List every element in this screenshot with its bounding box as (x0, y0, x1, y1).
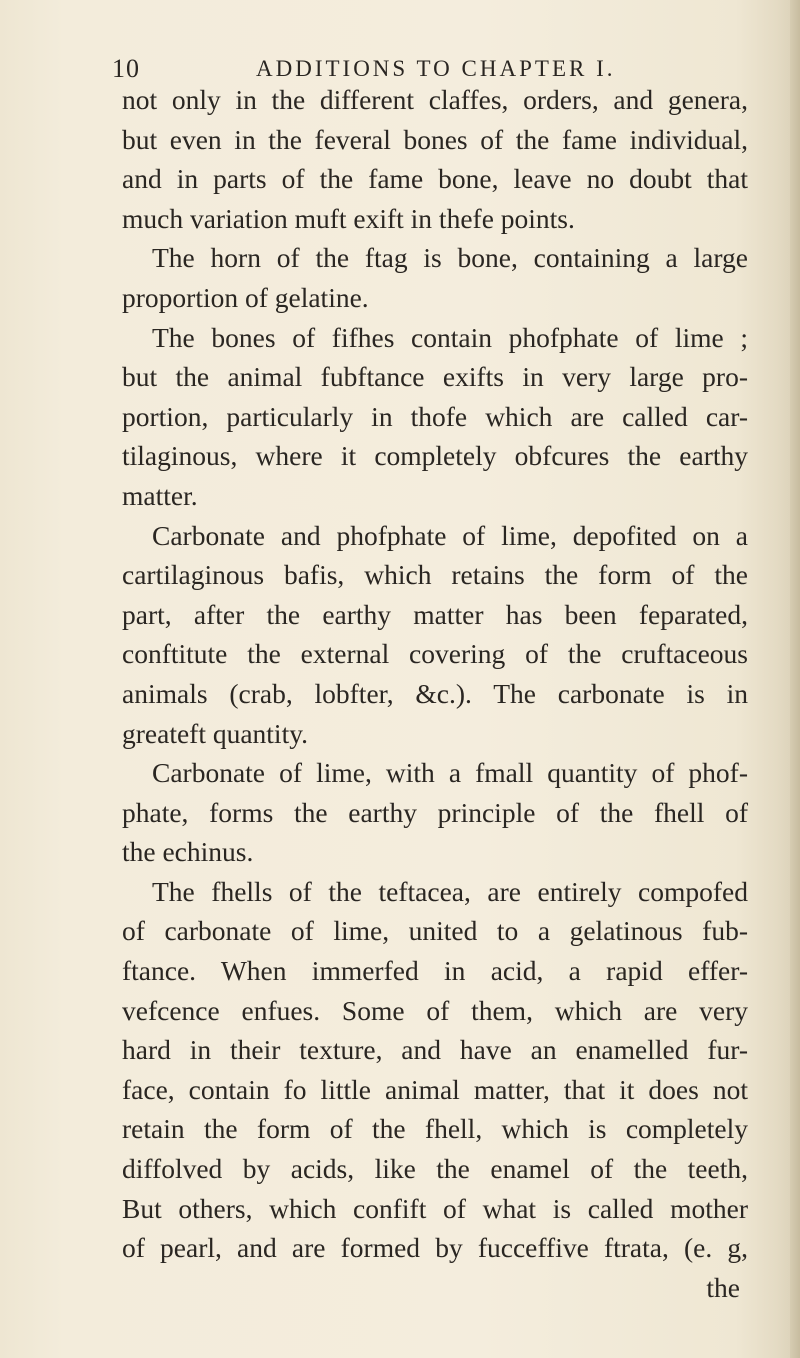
text-line: conftitute the external covering of the cruftaceous (122, 638, 748, 670)
text-line: proportion of gelatine. (122, 281, 369, 313)
text-line: diffolved by acids, like the enamel of the teeth, (122, 1153, 748, 1185)
text-line: cartilaginous bafis, which retains the form of the (122, 559, 748, 591)
text-line: tilaginous, where it completely obfcures the earthy (122, 440, 748, 472)
text-line: part, after the earthy matter has been feparated, (122, 598, 748, 630)
text-line: animals (crab, lobfter, &c.). The carbonate is in (122, 677, 748, 709)
text-line: hard in their texture, and have an enamelled fur- (122, 1034, 748, 1066)
text-line: Carbonate of lime, with a fmall quantity of phof- (152, 757, 748, 789)
text-line: but even in the feveral bones of the fame individual, (122, 123, 748, 155)
text-line: retain the form of the fhell, which is completely (122, 1113, 748, 1145)
text-line: of pearl, and are formed by fucceffive ftrata, (e. g, (122, 1232, 748, 1264)
text-line: vefcence enfues. Some of them, which are very (122, 994, 748, 1026)
text-line: portion, particularly in thofe which are called car- (122, 400, 748, 432)
text-line: but the animal fubftance exifts in very large pro- (122, 361, 748, 393)
page-edge-shadow (790, 0, 800, 1358)
text-line: matter. (122, 479, 198, 511)
text-line: The fhells of the teftacea, are entirely compofed (152, 875, 748, 907)
body-text (122, 80, 748, 1307)
text-line: The bones of fifhes contain phofphate of lime ; (152, 321, 748, 353)
text-line: But others, which confift of what is called mother (122, 1192, 748, 1224)
text-line: the echinus. (122, 836, 254, 868)
text-line: ftance. When immerfed in acid, a rapid effer- (122, 955, 748, 987)
text-line: The horn of the ftag is bone, containing a large (152, 242, 748, 274)
text-line: Carbonate and phofphate of lime, depofited on a (152, 519, 748, 551)
text-line: phate, forms the earthy principle of the fhell of (122, 796, 748, 828)
text-line: much variation muft exift in thefe points. (122, 202, 575, 234)
text-line: of carbonate of lime, united to a gelatinous fub- (122, 915, 748, 947)
text-line: not only in the different claffes, orders, and genera, (122, 84, 748, 115)
page-number: 10 (112, 54, 140, 83)
text-line: face, contain fo little animal matter, that it does not (122, 1073, 748, 1105)
running-head: ADDITIONS TO CHAPTER I. (256, 56, 616, 81)
catchword: the (706, 1271, 740, 1303)
text-line: and in parts of the fame bone, leave no doubt that (122, 163, 748, 195)
text-line: greateft quantity. (122, 717, 309, 749)
